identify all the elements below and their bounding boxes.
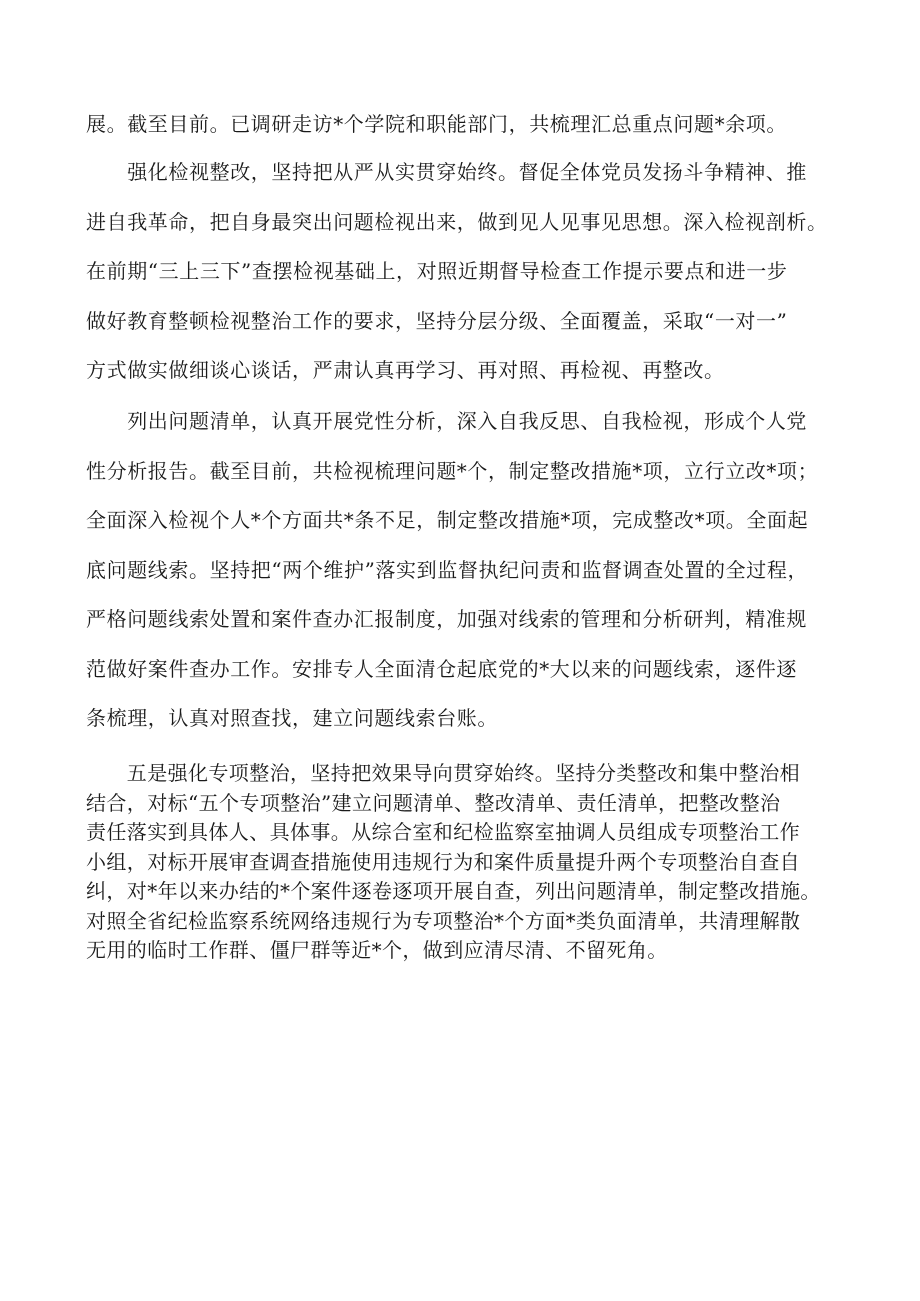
paragraph-3 <box>86 397 818 744</box>
text-line: 全面深入检视个人*个方面共*条不足，制定整改措施*项，完成整改*项。全面起 <box>86 508 809 532</box>
text-line: 范做好案件查办工作。安排专人全面清仓起底党的*大以来的问题线索，逐件逐 <box>86 656 797 681</box>
paragraph-2 <box>86 148 828 396</box>
text-line: 结合，对标“五个专项整治”建立问题清单、整改清单、责任清单，把整改整治 <box>86 790 781 815</box>
text-line: 强化检视整改，坚持把从严从实贯穿始终。督促全体党员发扬斗争精神、推 <box>86 160 807 184</box>
text-line: 做好教育整顿检视整治工作的要求，坚持分层分级、全面覆盖，采取“一对一” <box>86 308 788 333</box>
text-line: 对照全省纪检监察系统网络违规行为专项整治*个方面*类负面清单，共清理解散 <box>86 908 801 933</box>
text-line: 方式做实做细谈心谈话，严肃认真再学习、再对照、再检视、再整改。 <box>86 358 725 382</box>
text-line: 小组，对标开展审查调查措施使用违规行为和案件质量提升两个专项整治自查自 <box>86 849 800 874</box>
text-line: 条梳理，认真对照查找，建立问题线索台账。 <box>86 706 498 730</box>
text-line: 五是强化专项整治，坚持把效果导向贯穿始终。坚持分类整改和集中整治相 <box>86 761 800 785</box>
text-line: 责任落实到具体人、具体事。从综合室和纪检监察室抽调人员组成专项整治工作 <box>86 820 800 844</box>
paragraph-4 <box>86 759 821 966</box>
text-line: 展。截至目前。已调研走访*个学院和职能部门，共梳理汇总重点问题*余项。 <box>86 112 787 136</box>
text-line: 纠，对*年以来办结的*个案件逐卷逐项开展自查，列出问题清单，制定整改措施。 <box>86 879 821 903</box>
text-line: 底问题线索。坚持把“两个维护”落实到监督执纪问责和监督调查处置的全过程， <box>86 557 809 582</box>
text-line: 严格问题线索处置和案件查办汇报制度，加强对线索的管理和分析研判，精准规 <box>86 607 807 631</box>
text-line: 无用的临时工作群、僵尸群等近*个，做到应清尽清、不留死角。 <box>86 938 668 962</box>
text-line: 进自我革命，把自身最突出问题检视出来，做到见人见事见思想。深入检视剖析。 <box>86 209 828 234</box>
text-line: 性分析报告。截至目前，共检视梳理问题*个，制定整改措施*项，立行立改*项； <box>86 458 819 483</box>
paragraph-1 <box>86 100 787 150</box>
text-line: 在前期“三上三下”查摆检视基础上，对照近期督导检查工作提示要点和进一步 <box>86 259 788 283</box>
text-line: 列出问题清单，认真开展党性分析，深入自我反思、自我检视，形成个人党 <box>86 409 807 433</box>
